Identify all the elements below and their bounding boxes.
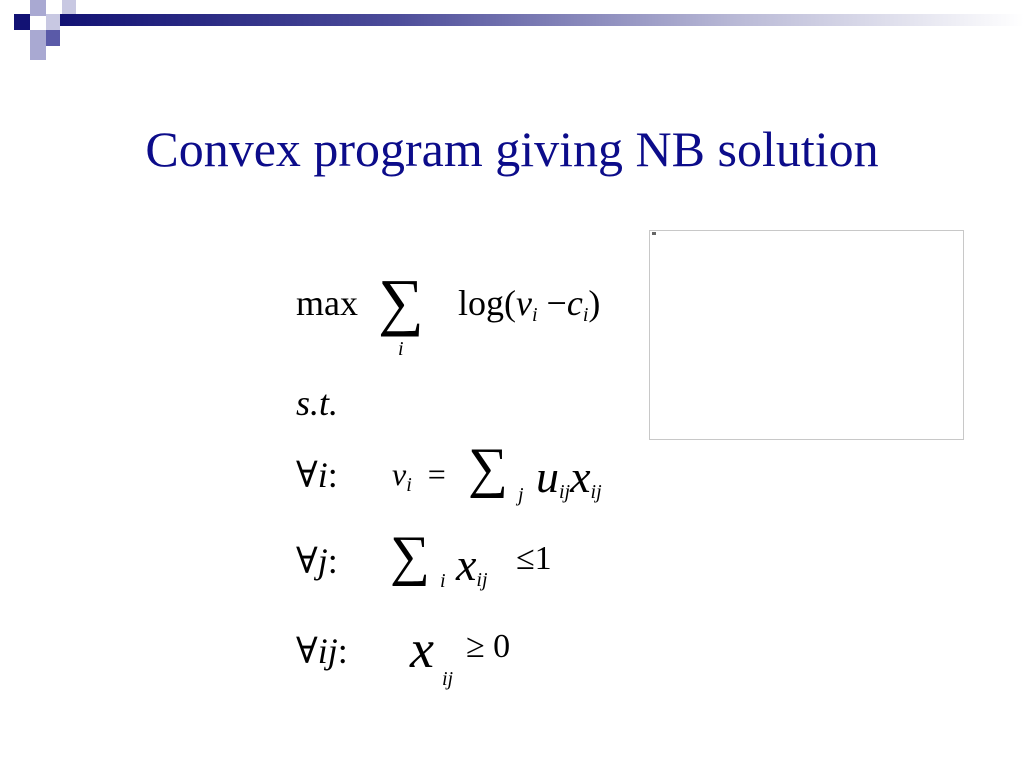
constraint-2-quantifier: ∀j: <box>296 541 338 581</box>
objective-sum-symbol: ∑ <box>378 266 424 337</box>
constraint-2-sum-index: i <box>440 570 446 592</box>
header-square-dark <box>46 30 60 46</box>
header-square-light <box>62 0 76 14</box>
constraint-3-relation: ≥ 0 <box>466 628 511 665</box>
header-square-light <box>30 30 46 46</box>
objective-sum-index: i <box>398 338 404 360</box>
constraint-1-rhs: $u_{ij}x_{ij}$ <box>536 451 602 503</box>
header-decoration <box>0 0 1024 64</box>
header-square-dark <box>14 14 30 30</box>
constraint-2-body: $x_{ij}$ <box>456 539 488 591</box>
constraint-2-sum-symbol: ∑ <box>390 525 430 587</box>
constraint-1-sum-index: j <box>518 484 524 506</box>
constraint-3-x: x <box>410 619 434 679</box>
constraint-3-quantifier: ∀ij: <box>296 631 348 671</box>
constraint-1-sum-symbol: ∑ <box>468 437 508 499</box>
header-square-light <box>30 46 46 60</box>
constraint-1-lhs: $v_i$ = <box>392 456 446 496</box>
constraint-2-relation: ≤1 <box>516 540 552 577</box>
header-gradient-bar <box>60 14 1024 26</box>
constraint-1-quantifier: ∀i: <box>296 455 338 495</box>
embedded-object-frame <box>649 230 964 440</box>
header-square-light <box>46 14 60 30</box>
objective-log: $\log(v_i -c_i)$ <box>458 283 601 326</box>
subject-to-label: s.t. <box>296 383 339 423</box>
slide-title: Convex program giving NB solution <box>145 121 879 177</box>
header-square-light <box>30 0 46 16</box>
constraint-3-x-subscript: ij <box>442 668 454 690</box>
objective-max: max <box>296 283 358 323</box>
embedded-object-icon <box>652 232 656 235</box>
